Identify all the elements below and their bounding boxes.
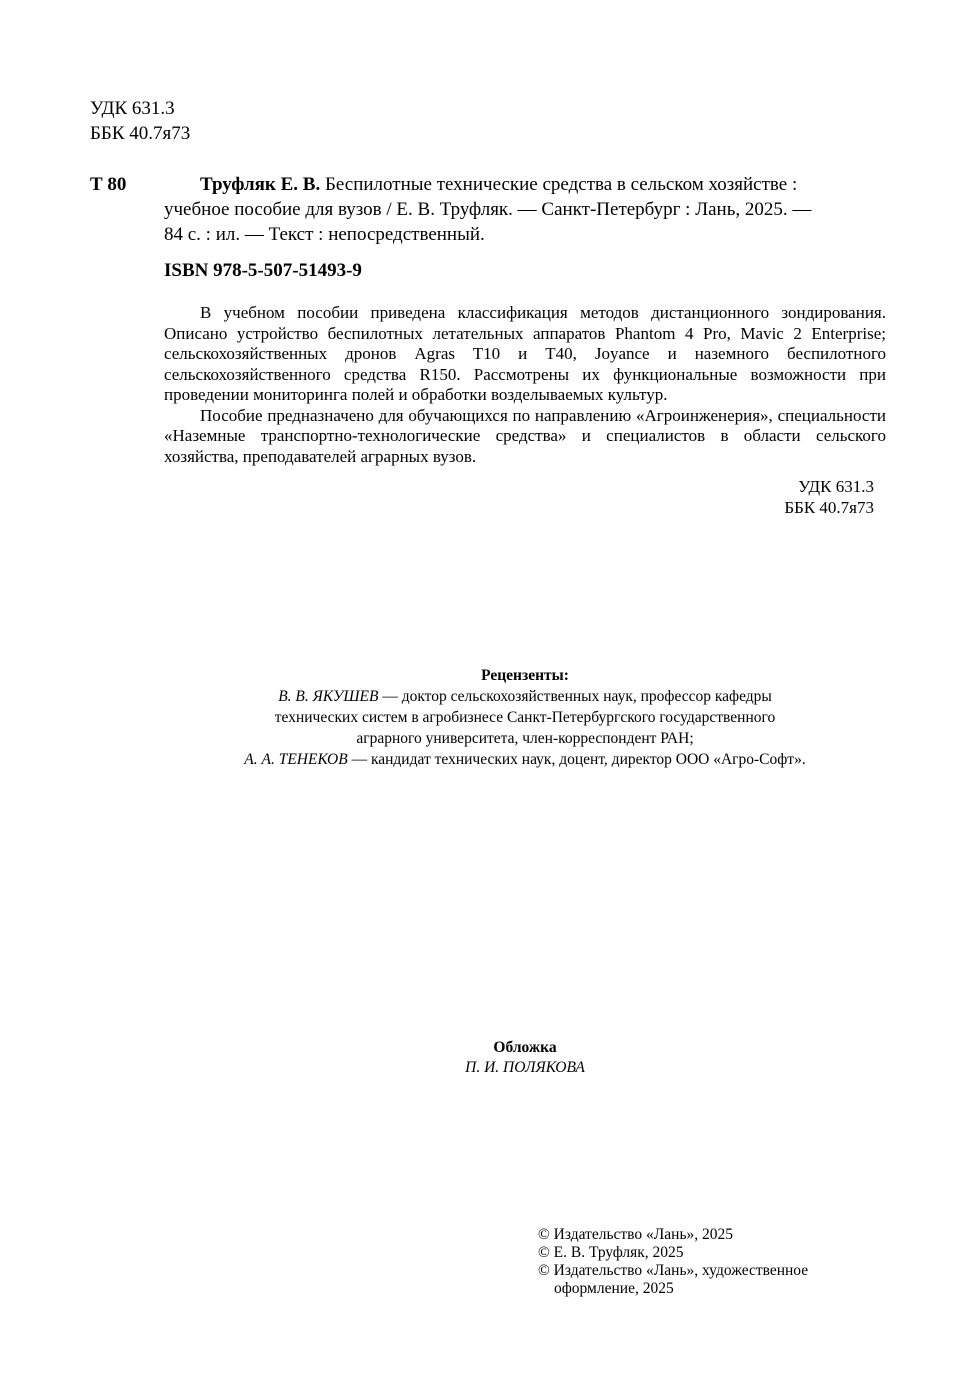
reviewer-2-title: — кандидат технических наук, доцент, директор ООО «Агро-Софт». <box>347 751 806 768</box>
biblio-line-3: 84 с. : ил. — Текст : непосредственный. <box>164 224 485 245</box>
copyright-block <box>538 1226 808 1298</box>
biblio-line-2: учебное пособие для вузов / Е. В. Труфляк. — Санкт-Петербург : Лань, 2025. — <box>164 199 812 220</box>
bibliographic-record <box>164 172 886 247</box>
biblio-title: Беспилотные технические средства в сельском хозяйстве : <box>324 174 798 195</box>
author-code: Т 80 <box>90 174 127 195</box>
reviewers-block <box>164 665 886 770</box>
reviewer-2-name: А. А. ТЕНЕКОВ <box>244 751 348 768</box>
copyright-line-3: © Издательство «Лань», художественное <box>538 1262 809 1279</box>
udk-code: УДК 631.3 <box>90 98 175 119</box>
cover-heading: Обложка <box>493 1039 557 1056</box>
copyright-line-2: © Е. В. Труфляк, 2025 <box>538 1244 684 1261</box>
bbk-code: ББК 40.7я73 <box>90 123 191 144</box>
copyright-line-1: © Издательство «Лань», 2025 <box>538 1226 734 1243</box>
reviewers-heading: Рецензенты: <box>481 667 569 684</box>
abstract-paragraph-2: Пособие предназначено для обучающихся по направлению «Агроинженерия», специальности «Наземные транспортно-технологические средства» и специалистов в области сельского хозяйства, преподавателей аграрных вузов. <box>164 405 886 466</box>
udk-block-right <box>784 476 874 518</box>
bbk-code-right: ББК 40.7я73 <box>784 498 874 517</box>
reviewer-1-line-1 <box>164 686 886 707</box>
biblio-author: Труфляк Е. В. <box>200 174 321 195</box>
cover-block <box>164 1038 886 1078</box>
reviewer-1-title: — доктор сельскохозяйственных наук, профессор кафедры <box>378 688 772 705</box>
reviewer-1-line-3: аграрного университета, член-корреспондент РАН; <box>356 730 694 747</box>
isbn: ISBN 978-5-507-51493-9 <box>164 260 362 281</box>
udk-block-top <box>90 96 190 146</box>
abstract-paragraph-1: В учебном пособии приведена классификация методов дистанционного зондирования. Описано устройство беспилотных летательных аппаратов Phantom 4 Pro, Mavic 2 Enterprise; сельскохозяйственных дронов Agras T10 и T40, Joyance и наземного беспилотного сельскохозяйственного средства R150. Рассмотрены их функциональные возможности при проведении мониторинга полей и обработки возделываемых культур. <box>164 303 886 404</box>
udk-code-right: УДК 631.3 <box>798 477 874 496</box>
biblio-line-1 <box>164 172 886 197</box>
reviewer-2-line <box>164 749 886 770</box>
reviewer-1-name: В. В. ЯКУШЕВ <box>278 688 379 705</box>
reviewer-1-line-2: технических систем в агробизнесе Санкт-Петербургского государственного <box>274 709 776 726</box>
cover-designer: П. И. ПОЛЯКОВА <box>465 1059 585 1076</box>
copyright-line-3-continued: оформление, 2025 <box>554 1280 674 1297</box>
abstract <box>164 303 886 467</box>
